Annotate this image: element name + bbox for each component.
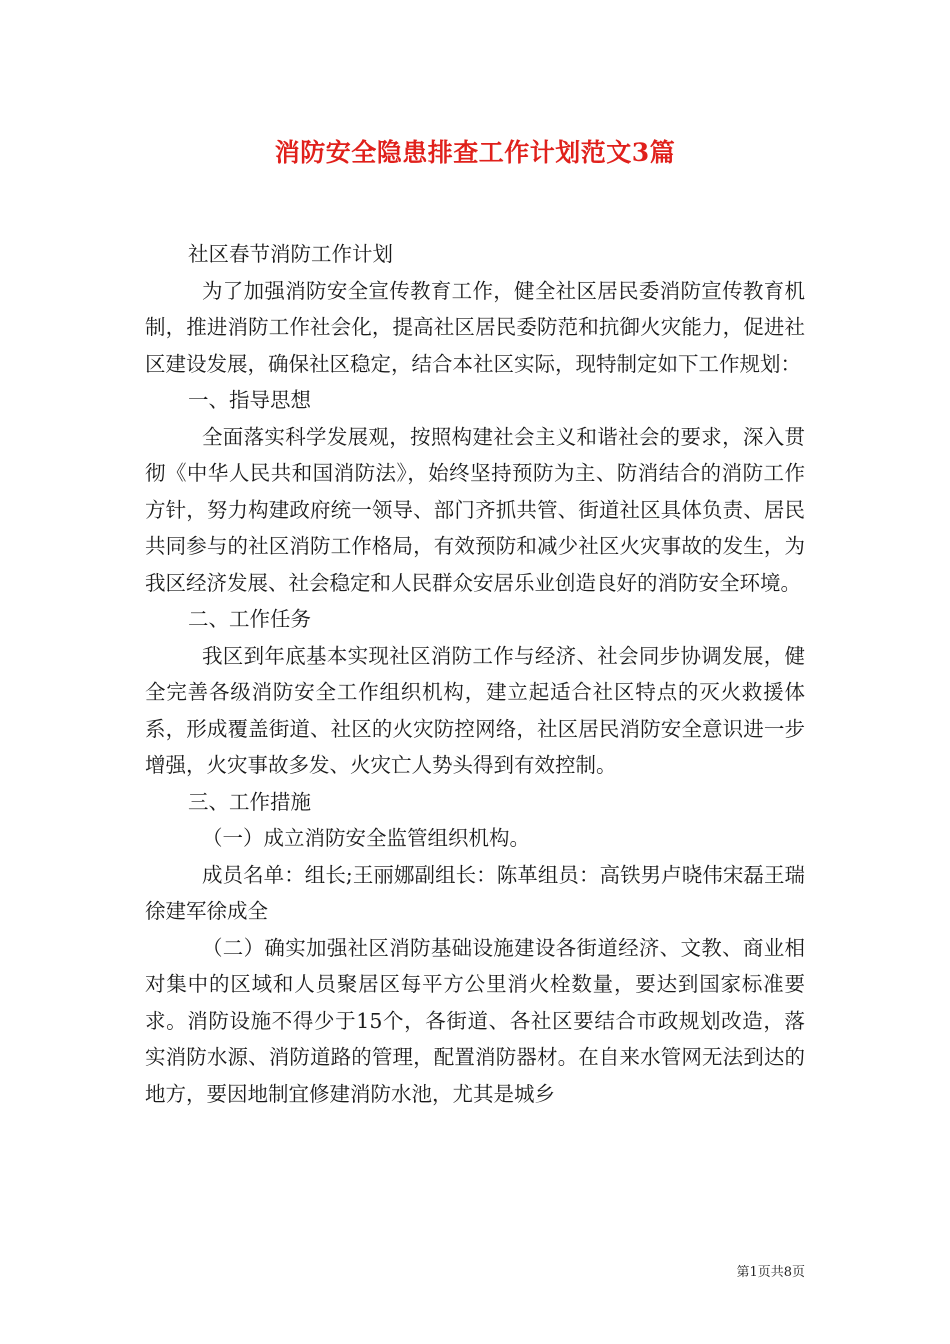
paragraph: 我区到年底基本实现社区消防工作与经济、社会同步协调发展，健全完善各级消防安全工作组织机构，建立起适合社区特点的灭火救援体系，形成覆盖街道、社区的火灾防控网络，社区居民消防安全意识进一步增强，火灾事故多发、火灾亡人势头得到有效控制。 — [145, 643, 805, 777]
document-body — [145, 236, 805, 1112]
section-heading: 三、工作措施 — [188, 789, 311, 814]
list-item: （一）成立消防安全监管组织机构。 — [202, 826, 530, 850]
section-subtitle: 社区春节消防工作计划 — [188, 242, 393, 266]
paragraph: （二）确实加强社区消防基础设施建设各街道经济、文教、商业相对集中的区域和人员聚居区每平方公里消火栓数量，要达到国家标准要求。消防设施不得少于15个，各街道、各社区要结合市政规划改造，落实消防水源、消防道路的管理，配置消防器材。在自来水管网无法到达的地方，要因地制宜修建消防水池，尤其是城乡 — [145, 935, 805, 1106]
paragraph: 成员名单：组长;王丽娜副组长：陈革组员：高铁男卢晓伟宋磊王瑞徐建军徐成全 — [145, 862, 805, 923]
page-number: 第1页共8页 — [736, 1265, 805, 1280]
section-heading: 二、工作任务 — [188, 607, 311, 631]
section-heading: 一、指导思想 — [188, 388, 311, 412]
paragraph: 全面落实科学发展观，按照构建社会主义和谐社会的要求，深入贯彻《中华人民共和国消防法》，始终坚持预防为主、防消结合的消防工作方针，努力构建政府统一领导、部门齐抓共管、街道社区具体负责、居民共同参与的社区消防工作格局，有效预防和减少社区火灾事故的发生，为我区经济发展、社会稳定和人民群众安居乐业创造良好的消防安全环境。 — [145, 424, 805, 595]
paragraph: 为了加强消防安全宣传教育工作，健全社区居民委消防宣传教育机制，推进消防工作社会化，提高社区居民委防范和抗御火灾能力，促进社区建设发展，确保社区稳定，结合本社区实际，现特制定如下工作规划： — [145, 278, 805, 376]
document-title: 消防安全隐患排查工作计划范文3篇 — [274, 138, 676, 167]
